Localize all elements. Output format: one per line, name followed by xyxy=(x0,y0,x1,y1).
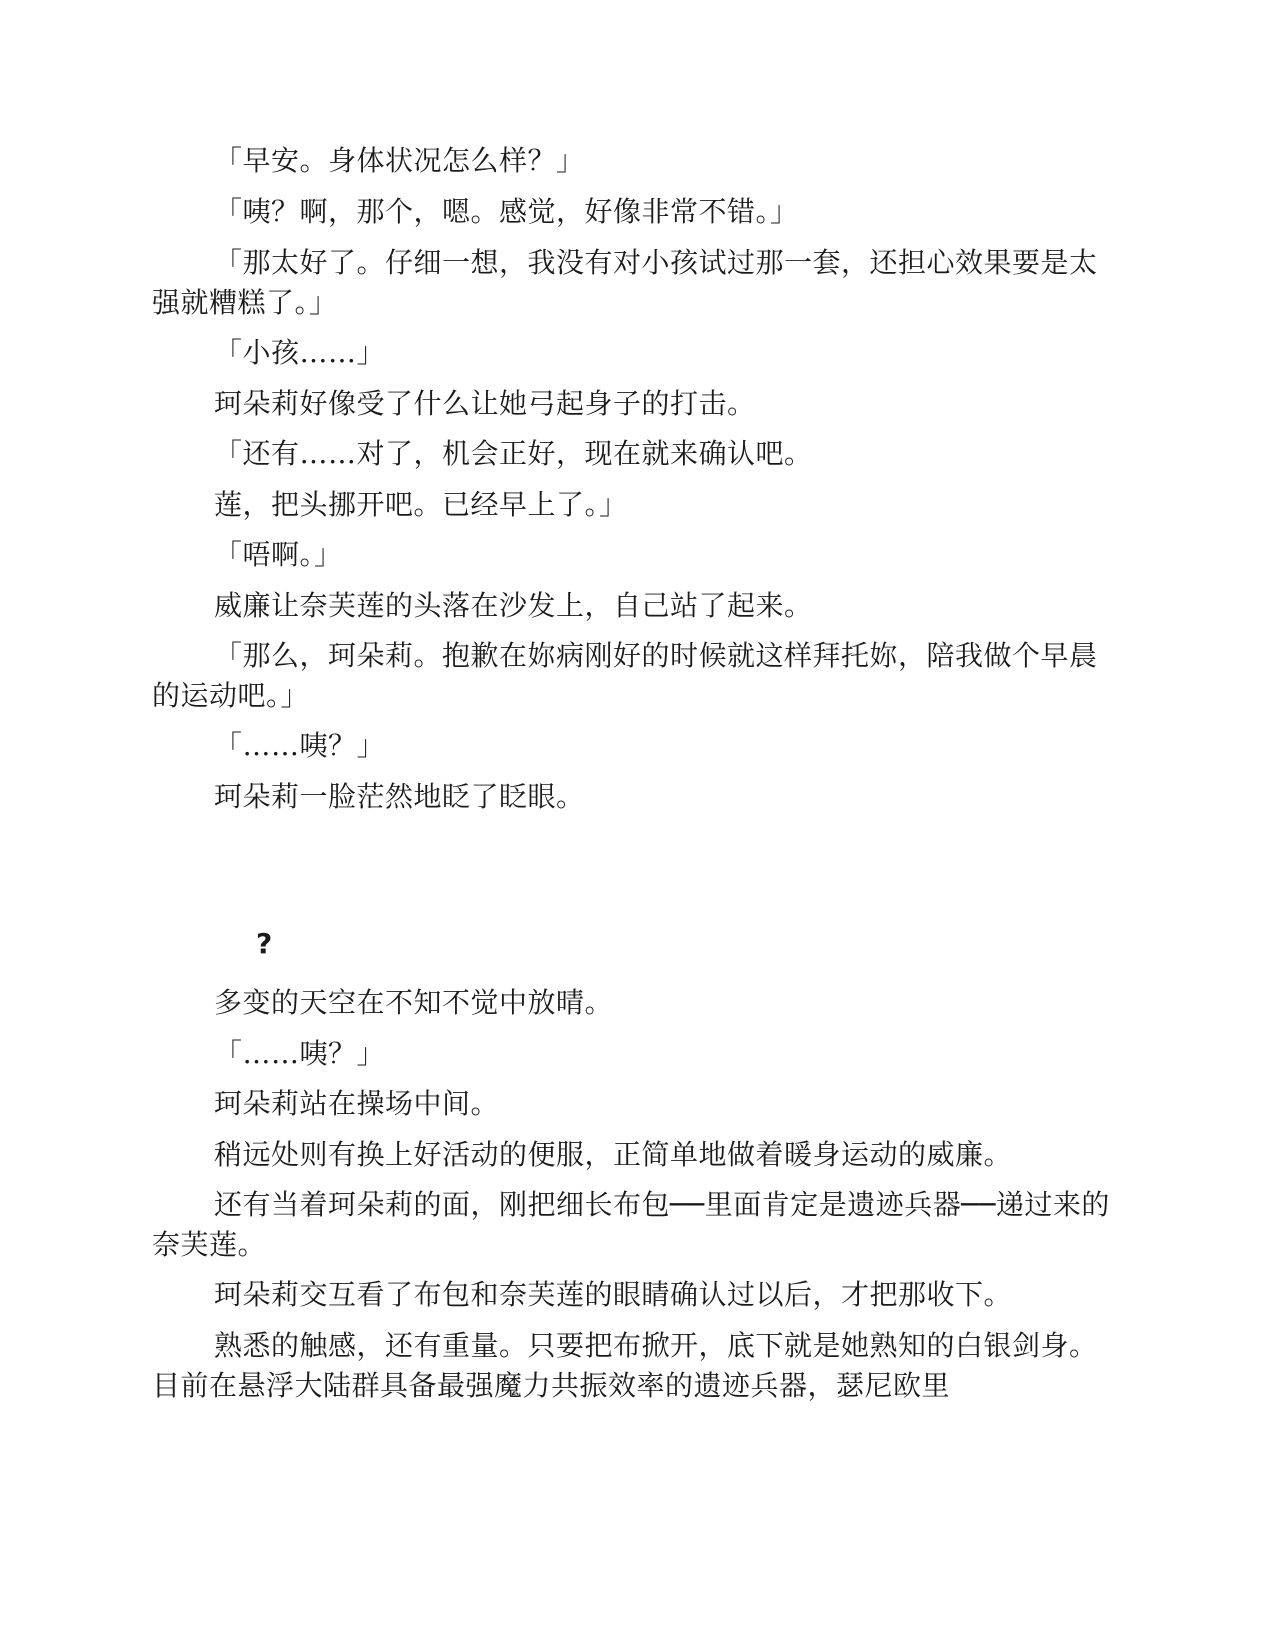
paragraph: 熟悉的触感，还有重量。只要把布掀开，底下就是她熟知的白银剑身。目前在悬浮大陆群具备最强魔力共振效率的遗迹兵器，瑟尼欧里 xyxy=(152,1329,1098,1402)
paragraph: 珂朵莉好像受了什么让她弓起身子的打击。 xyxy=(214,387,756,420)
paragraph: 「小孩……」 xyxy=(214,336,386,369)
paragraph: 「还有……对了，机会正好，现在就来确认吧。 xyxy=(214,437,813,470)
paragraph: 稍远处则有换上好活动的便服，正简单地做着暖身运动的威廉。 xyxy=(214,1138,1013,1171)
section-separator: ? xyxy=(256,927,273,960)
paragraph: 「那太好了。仔细一想，我没有对小孩试过那一套，还担心效果要是太强就糟糕了。」 xyxy=(152,246,1098,319)
paragraph: 「……咦？」 xyxy=(214,729,386,762)
paragraph: 莲，把头挪开吧。已经早上了。」 xyxy=(214,488,628,521)
paragraph: 「唔啊。」 xyxy=(214,538,343,571)
paragraph: 「早安。身体状况怎么样？」 xyxy=(214,144,585,177)
paragraph: 多变的天空在不知不觉中放晴。 xyxy=(214,986,614,1019)
paragraph: 珂朵莉一脸茫然地眨了眨眼。 xyxy=(214,780,585,813)
paragraph: 珂朵莉站在操场中间。 xyxy=(214,1087,500,1120)
paragraph: 威廉让奈芙莲的头落在沙发上，自己站了起来。 xyxy=(214,589,813,622)
paragraph: 「那么，珂朵莉。抱歉在妳病刚好的时候就这样拜托妳，陪我做个早晨的运动吧。」 xyxy=(152,639,1098,712)
paragraph: 还有当着珂朵莉的面，刚把细长布包──里面肯定是遗迹兵器──递过来的奈芙莲。 xyxy=(152,1188,1110,1261)
paragraph: 「咦？啊，那个，嗯。感觉，好像非常不错。」 xyxy=(214,195,799,228)
paragraph: 珂朵莉交互看了布包和奈芙莲的眼睛确认过以后，才把那收下。 xyxy=(214,1278,1013,1311)
paragraph: 「……咦？」 xyxy=(214,1037,386,1070)
